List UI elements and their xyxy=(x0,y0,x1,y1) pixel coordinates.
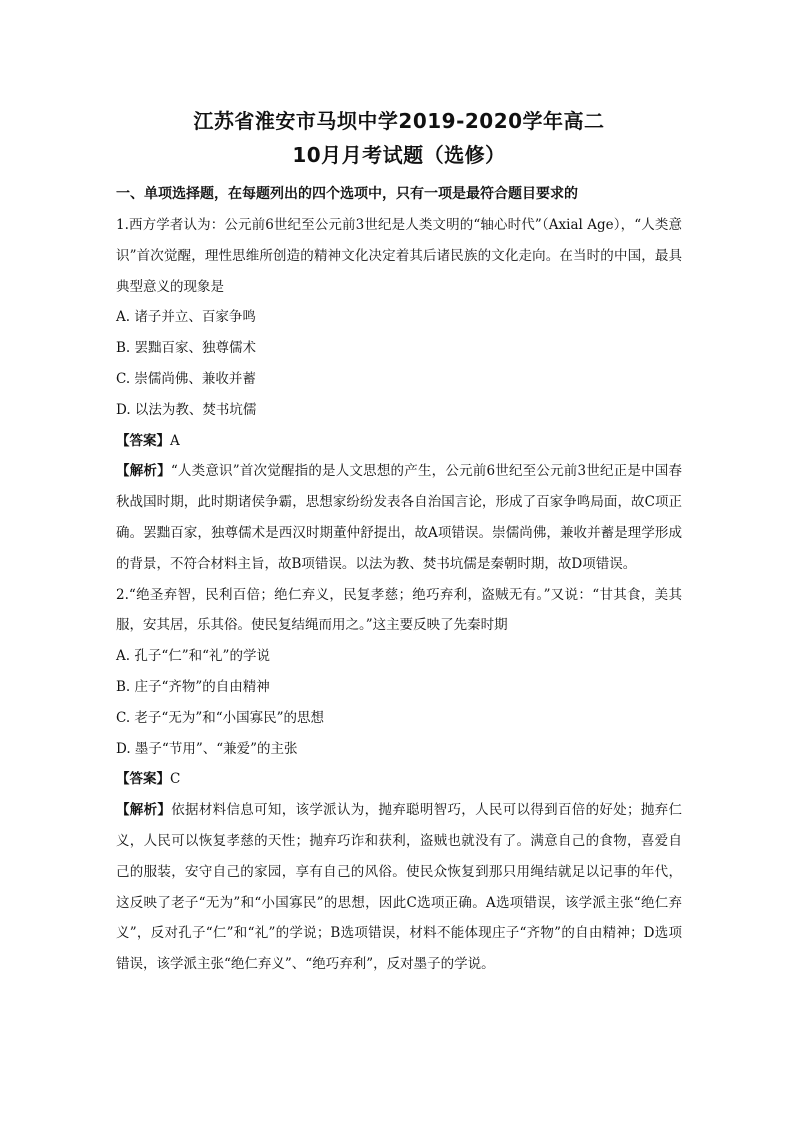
answer-tag: 【答案】 xyxy=(116,432,170,449)
document-title-line2: 10月月考试题（选修） xyxy=(292,143,506,167)
option-b: B. 庄子“齐物”的自由精神 xyxy=(116,678,270,695)
option-c: C. 崇儒尚佛、兼收并蓄 xyxy=(116,370,256,387)
answer-value: A xyxy=(170,432,180,449)
option-a: A. 孔子“仁”和“礼”的学说 xyxy=(116,648,270,665)
option-a: A. 诸子并立、百家争鸣 xyxy=(116,309,256,326)
answer-line xyxy=(116,764,682,795)
analysis-paragraph xyxy=(116,795,682,980)
question-2 xyxy=(116,580,682,980)
question-1 xyxy=(116,210,682,580)
analysis-tag: 【解析】 xyxy=(116,802,172,819)
option-c: C. 老子“无为”和“小国寡民”的思想 xyxy=(116,709,325,726)
section-heading: 一、单项选择题，在每题列出的四个选项中，只有一项是最符合题目要求的 xyxy=(116,186,578,202)
analysis-paragraph xyxy=(116,456,682,579)
analysis-tag: 【解析】 xyxy=(116,463,171,480)
analysis-text: “人类意识”首次觉醒指的是人文思想的产生，公元前6世纪至公元前3世纪正是中国春秋战国时期，此时期诸侯争霸，思想家纷纷发表各自治国言论，形成了百家争鸣局面，故C项正确。罢黜百家，独尊儒术是西汉时期董仲舒提出，故A项错误。崇儒尚佛，兼收并蓄是理学形成的背景，不符合材料主旨，故B项错误。以法为教、焚书坑儒是秦朝时期，故D项错误。 xyxy=(116,463,682,572)
option-d: D. 以法为教、焚书坑儒 xyxy=(116,401,257,418)
answer-line xyxy=(116,426,682,457)
question-stem: 1.西方学者认为：公元前6世纪至公元前3世纪是人类文明的“轴心时代”（Axial Age），“人类意识”首次觉醒，理性思维所创造的精神文化决定着其后诸民族的文化走向。在当时的中国，最具典型意义的现象是 xyxy=(116,217,682,295)
question-stem: 2.“绝圣弃智，民利百倍；绝仁弃义，民复孝慈；绝巧弃利，盗贼无有。”又说：“甘其食，美其服，安其居，乐其俗。使民复结绳而用之。”这主要反映了先秦时期 xyxy=(116,586,682,634)
analysis-text: 依据材料信息可知，该学派认为，抛弃聪明智巧，人民可以得到百倍的好处；抛弃仁义，人民可以恢复孝慈的天性；抛弃巧诈和获利，盗贼也就没有了。满意自己的食物，喜爱自己的服装，安守自己的家园，享有自己的风俗。使民众恢复到那只用绳结就足以记事的年代，这反映了老子“无为”和“小国寡民”的思想，因此C选项正确。A选项错误，该学派主张“绝仁弃义”，反对孔子“仁”和“礼”的学说；B选项错误，材料不能体现庄子“齐物”的自由精神；D选项错误，该学派主张“绝仁弃义”、“绝巧弃利”，反对墨子的学说。 xyxy=(116,802,682,973)
option-d: D. 墨子“节用”、“兼爱”的主张 xyxy=(116,740,298,757)
answer-value: C xyxy=(170,771,181,788)
answer-tag: 【答案】 xyxy=(116,771,170,788)
option-b: B. 罢黜百家、独尊儒术 xyxy=(116,340,257,357)
document-title-line1: 江苏省淮安市马坝中学2019-2020学年高二 xyxy=(193,109,605,133)
